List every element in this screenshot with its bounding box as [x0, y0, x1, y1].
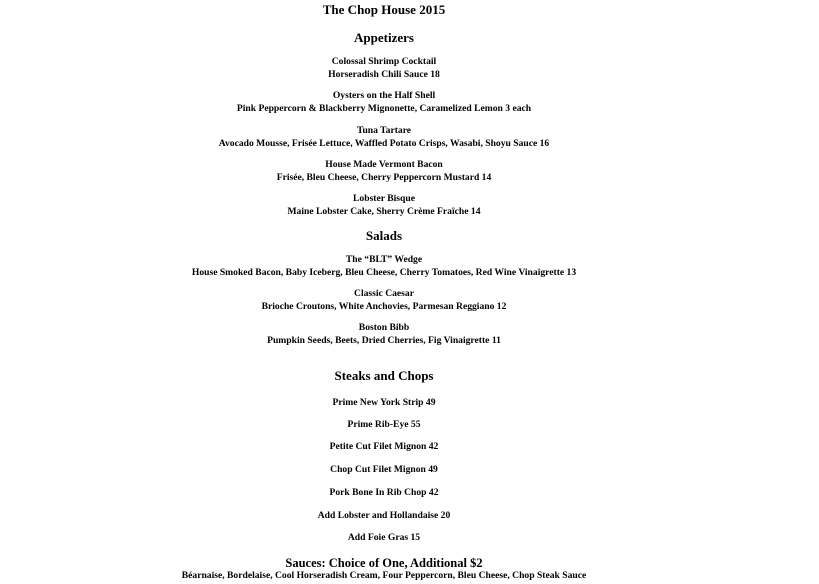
- item-description: Frisée, Bleu Cheese, Cherry Peppercorn Mustard 14: [276, 171, 492, 183]
- item-description: Maine Lobster Cake, Sherry Crème Fraîche 14: [287, 205, 481, 217]
- menu-item: Chop Cut Filet Mignon 49: [330, 464, 438, 475]
- item-name: Tuna Tartare: [356, 125, 412, 136]
- menu-item: [0, 254, 768, 279]
- sauces-heading: Sauces: Choice of One, Additional $2: [285, 556, 483, 570]
- menu-item: [0, 322, 768, 347]
- menu-item: Pork Bone In Rib Chop 42: [329, 487, 439, 498]
- menu-item: Add Foie Gras 15: [347, 532, 421, 543]
- item-description: Pink Peppercorn & Blackberry Mignonette, Caramelized Lemon 3 each: [236, 102, 532, 114]
- menu-title: The Chop House 2015: [322, 2, 446, 17]
- menu-item: Add Lobster and Hollandaise 20: [317, 510, 451, 521]
- item-description: Avocado Mousse, Frisée Lettuce, Waffled Potato Crisps, Wasabi, Shoyu Sauce 16: [218, 137, 550, 149]
- appetizers-heading: Appetizers: [354, 30, 414, 45]
- item-description: Horseradish Chili Sauce 18: [328, 68, 440, 80]
- item-name: The “BLT” Wedge: [345, 254, 423, 265]
- sauces-list: Béarnaise, Bordelaise, Cool Horseradish Cream, Four Peppercorn, Bleu Cheese, Chop Steak Sauce: [181, 570, 587, 581]
- menu-item: [0, 288, 768, 313]
- item-name: House Made Vermont Bacon: [325, 159, 443, 170]
- menu-item: Prime New York Strip 49: [332, 397, 436, 408]
- menu-item: Prime Rib-Eye 55: [347, 419, 421, 430]
- item-description: Brioche Croutons, White Anchovies, Parmesan Reggiano 12: [261, 300, 507, 312]
- menu-item: [0, 56, 768, 81]
- item-name: Lobster Bisque: [353, 193, 415, 204]
- item-description: House Smoked Bacon, Baby Iceberg, Bleu Cheese, Cherry Tomatoes, Red Wine Vinaigrette 13: [191, 266, 577, 278]
- steaks-heading: Steaks and Chops: [334, 368, 434, 383]
- item-name: Oysters on the Half Shell: [332, 90, 436, 101]
- menu-item: [0, 193, 768, 218]
- menu-item: [0, 159, 768, 184]
- item-name: Boston Bibb: [358, 322, 410, 333]
- menu-item: [0, 125, 768, 150]
- item-name: Classic Caesar: [354, 288, 414, 299]
- salads-heading: Salads: [365, 228, 403, 243]
- item-name: Colossal Shrimp Cocktail: [331, 56, 437, 67]
- menu-item: [0, 90, 768, 115]
- menu-item: Petite Cut Filet Mignon 42: [329, 441, 439, 452]
- item-description: Pumpkin Seeds, Beets, Dried Cherries, Fig Vinaigrette 11: [267, 334, 501, 346]
